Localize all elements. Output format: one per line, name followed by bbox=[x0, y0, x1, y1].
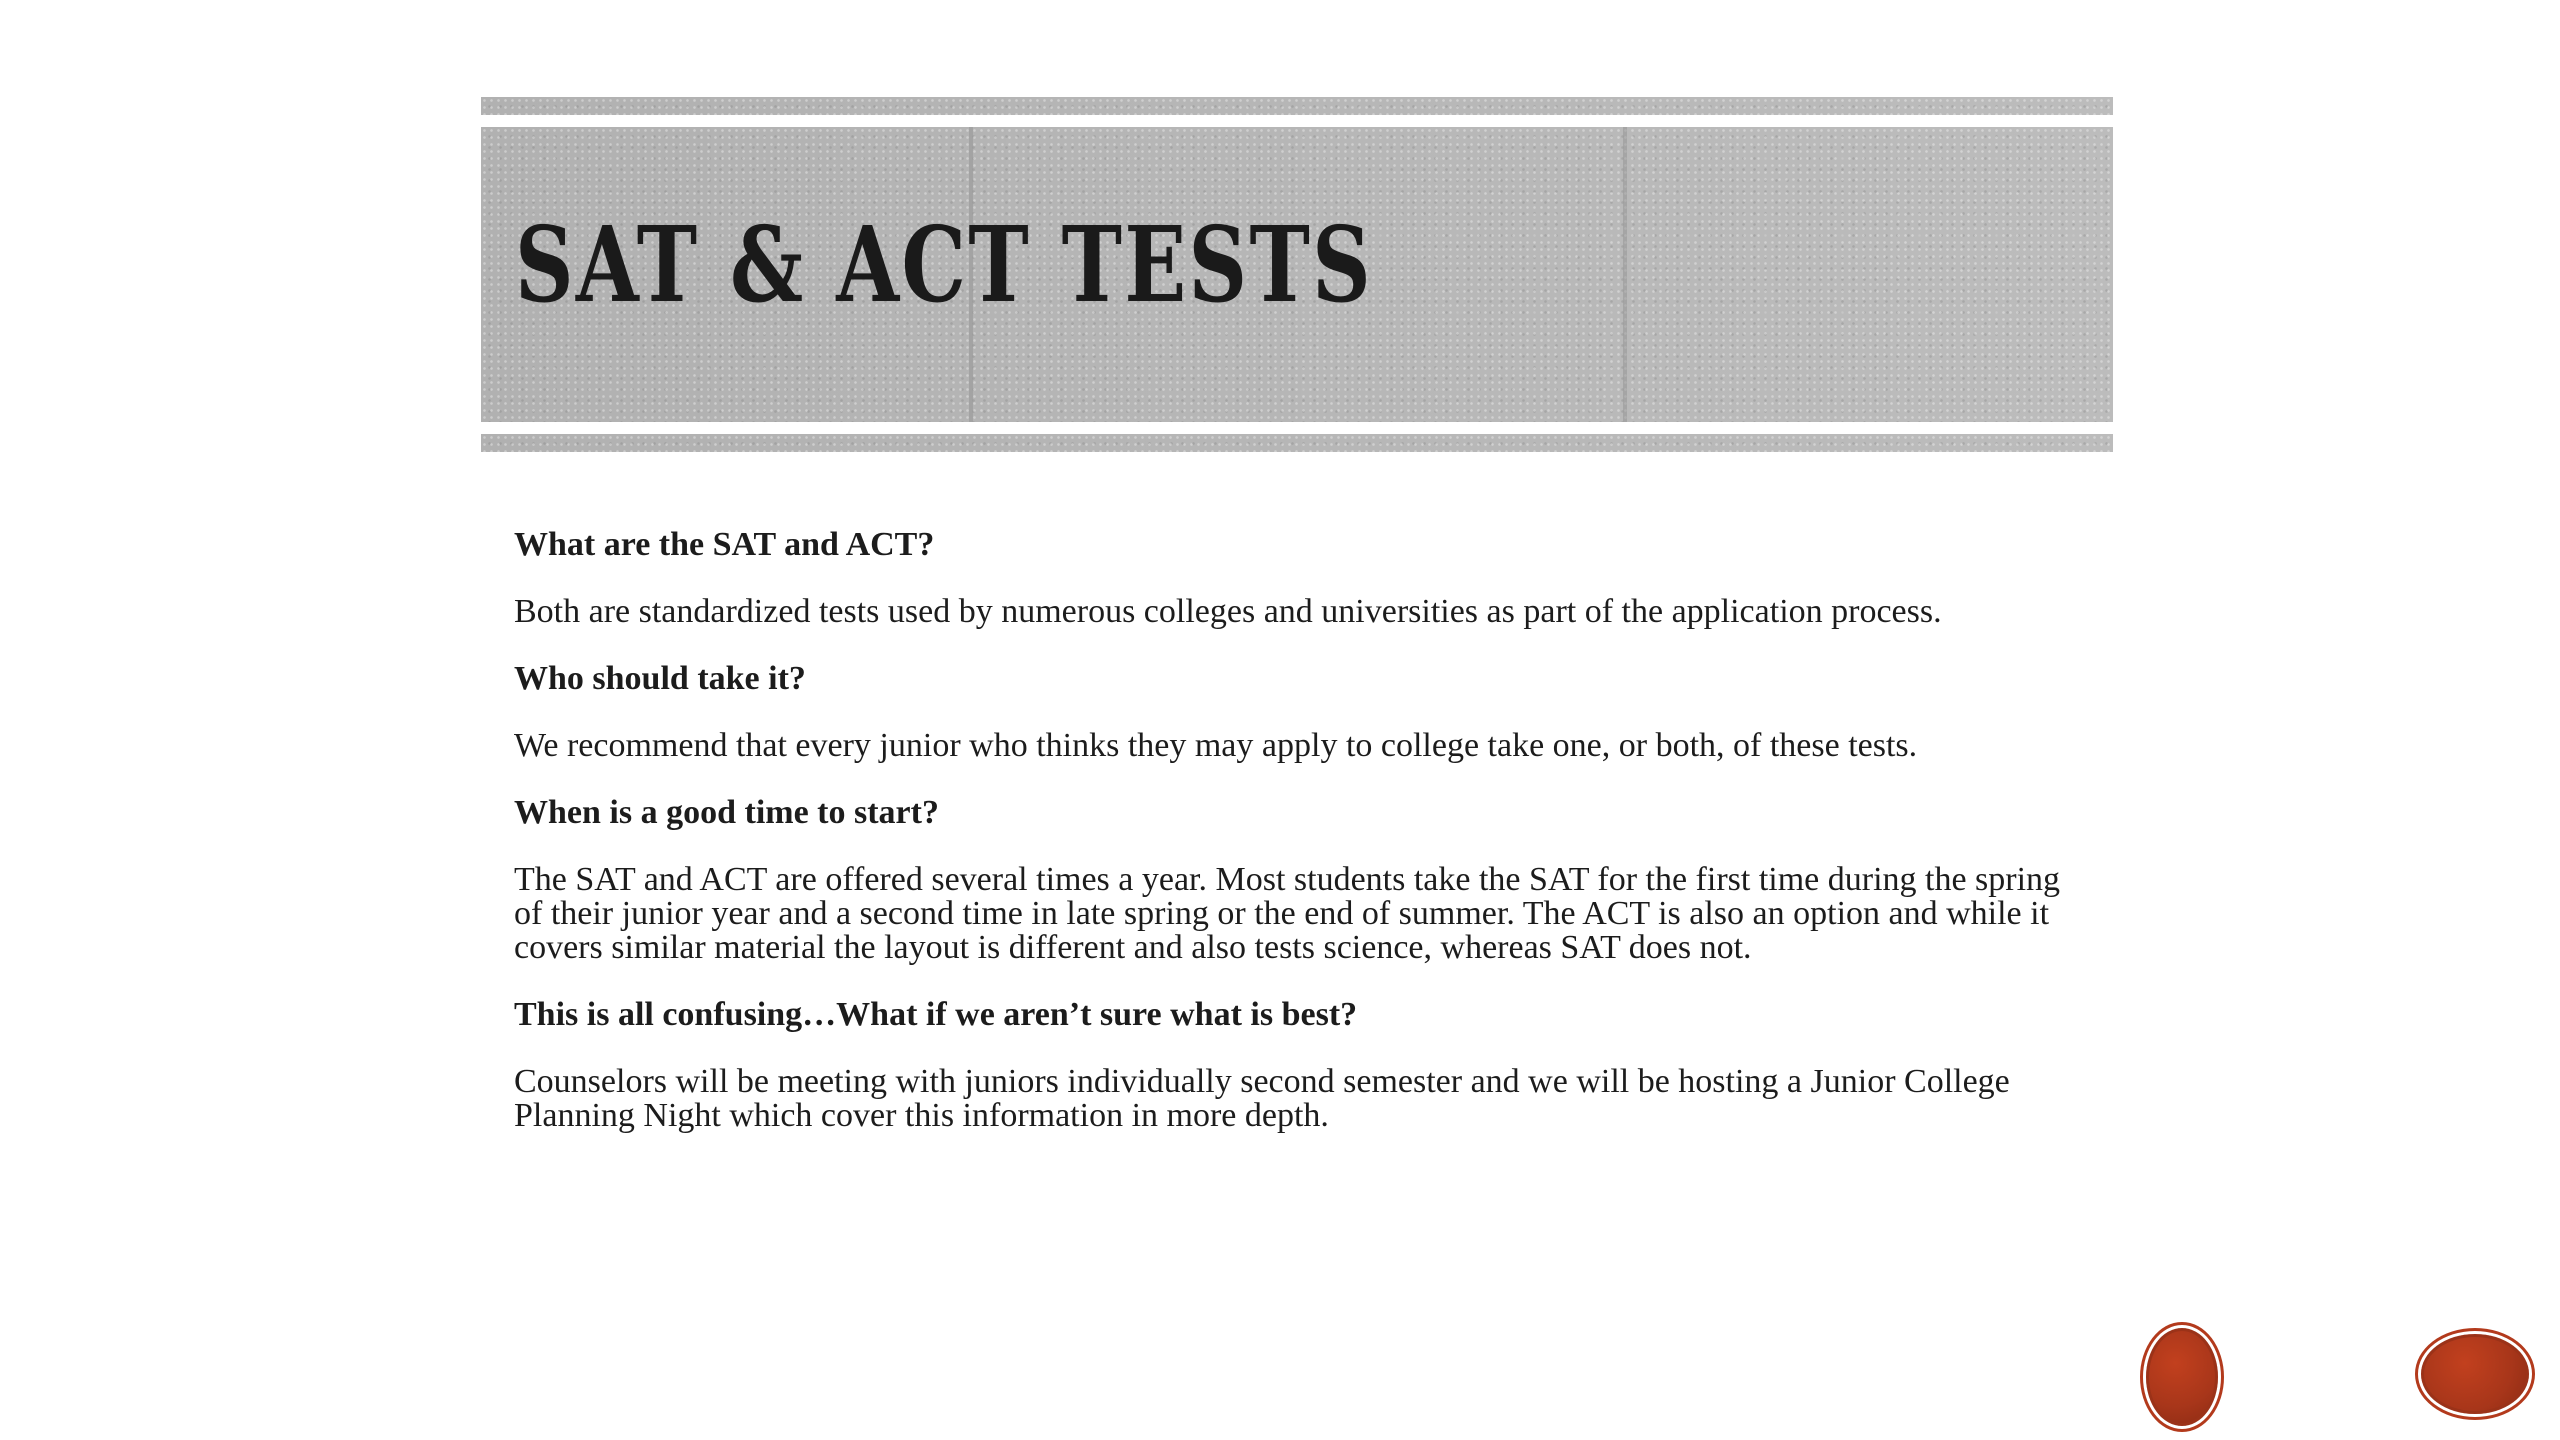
previous-slide-button[interactable] bbox=[2146, 1328, 2218, 1426]
question-4: This is all confusing…What if we aren’t sure what is best? bbox=[514, 996, 1358, 1033]
next-slide-button[interactable] bbox=[2421, 1334, 2529, 1414]
slide-body bbox=[514, 528, 2074, 1166]
answer-2: We recommend that every junior who thinks they may apply to college take one, or both, of these tests. bbox=[514, 727, 1918, 764]
title-top-stripe bbox=[481, 97, 2113, 115]
answer-4: Counselors will be meeting with juniors individually second semester and we will be hosting a Junior College Planning Night which cover this information in more depth. bbox=[514, 1063, 2010, 1134]
slide-title: SAT & ACT TESTS bbox=[515, 203, 1374, 326]
title-bottom-stripe bbox=[481, 434, 2113, 452]
question-1: What are the SAT and ACT? bbox=[514, 526, 935, 563]
answer-3: The SAT and ACT are offered several times a year. Most students take the SAT for the first time during the spring of their junior year and a second time in late spring or the end of summer. The ACT is also an option and while it covers similar material the layout is different and also tests science, whereas SAT does not. bbox=[514, 861, 2061, 966]
question-3: When is a good time to start? bbox=[514, 794, 939, 831]
question-2: Who should take it? bbox=[514, 660, 806, 697]
answer-1: Both are standardized tests used by numerous colleges and universities as part of the application process. bbox=[514, 593, 1942, 630]
band-seam bbox=[1623, 127, 1627, 422]
